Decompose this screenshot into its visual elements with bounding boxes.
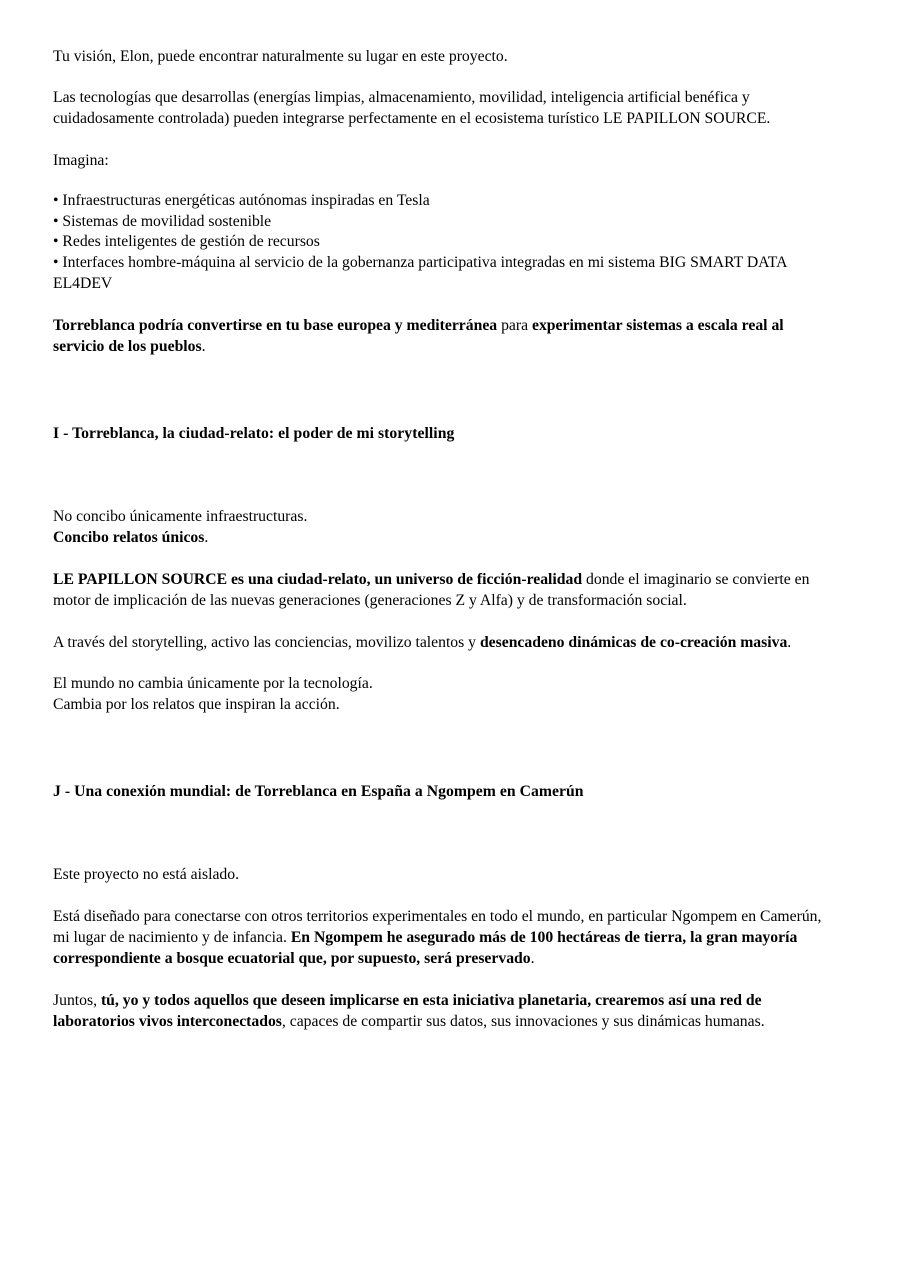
paragraph-storytelling: [53, 633, 825, 654]
bold-run: desencadeno dinámicas de co-creación masiva: [479, 633, 788, 651]
paragraph-no-concibo: [53, 507, 825, 549]
paragraph-disenado: [53, 907, 825, 970]
regular-run: donde el imaginario se convierte en motor de implicación de las nuevas generaciones (generaciones Z y Alfa) y de transformación social.: [53, 570, 810, 609]
paragraph-papillon: [53, 570, 825, 612]
bullet-list: [53, 191, 825, 296]
paragraph-tecnologias: Las tecnologías que desarrollas (energías limpias, almacenamiento, movilidad, inteligencia artificial benéfica y cuidadosamente controlada) pueden integrarse perfectamente en el ecosistema turístico LE PAPILLON SOURCE.: [53, 88, 771, 127]
spacer: [53, 970, 825, 991]
line-text: Cambia por los relatos que inspiran la acción.: [53, 696, 340, 714]
list-item: • Redes inteligentes de gestión de recursos: [53, 233, 320, 251]
spacer: [53, 358, 825, 424]
bold-run: Concibo relatos únicos: [53, 528, 205, 546]
list-item: • Infraestructuras energéticas autónomas inspiradas en Tesla: [53, 191, 430, 209]
spacer: [53, 886, 825, 907]
line-text: El mundo no cambia únicamente por la tecnología.: [53, 675, 373, 693]
spacer: [53, 653, 825, 674]
spacer: [53, 803, 825, 865]
paragraph-imagina: Imagina:: [53, 151, 109, 169]
period: .: [787, 633, 792, 651]
document-body: [53, 47, 825, 1033]
spacer: [53, 172, 825, 191]
section-heading-i: I - Torreblanca, la ciudad-relato: el poder de mi storytelling: [53, 424, 455, 442]
spacer: [53, 445, 825, 507]
bold-run: tú, yo y todos aquellos que deseen implicarse en esta iniciativa planetaria, crearemos así una red de laboratorios vivos interconectados: [53, 991, 762, 1030]
paragraph-torreblanca-base: [53, 316, 825, 358]
regular-run: Está diseñado para conectarse con otros territorios experimentales en todo el mundo, en particular Ngompem en Camerún, mi lugar de nacimiento y de infancia.: [53, 908, 822, 946]
bold-run: experimentar sistemas a escala real al servicio de los pueblos: [53, 317, 784, 356]
list-item: • Interfaces hombre-máquina al servicio de la gobernanza participativa integradas en mi sistema BIG SMART DATA EL4DEV: [53, 254, 787, 293]
regular-run: para: [497, 317, 532, 335]
line-text: No concibo únicamente infraestructuras.: [53, 507, 308, 525]
section-heading-j: J - Una conexión mundial: de Torreblanca en España a Ngompem en Camerún: [53, 783, 584, 801]
spacer: [53, 68, 825, 88]
bold-run: En Ngompem he asegurado más de 100 hectáreas de tierra, la gran mayoría correspondiente a bosque ecuatorial que, por supuesto, será preservado: [53, 928, 798, 967]
paragraph-aislado: Este proyecto no está aislado.: [53, 866, 240, 884]
list-item: • Sistemas de movilidad sostenible: [53, 212, 272, 230]
paragraph-juntos: [53, 991, 825, 1033]
spacer: [53, 549, 825, 570]
spacer: [53, 295, 825, 316]
regular-run: Juntos,: [53, 991, 101, 1009]
paragraph-intro: Tu visión, Elon, puede encontrar naturalmente su lugar en este proyecto.: [53, 48, 508, 65]
spacer: [53, 612, 825, 633]
spacer: [53, 130, 825, 151]
bold-run: Torreblanca podría convertirse en tu base europea y mediterránea: [53, 317, 498, 335]
spacer: [53, 716, 825, 782]
period: .: [204, 528, 209, 546]
paragraph-mundo: [53, 674, 825, 716]
bold-run: LE PAPILLON SOURCE es una ciudad-relato, un universo de ficción-realidad: [53, 570, 583, 588]
period: .: [201, 338, 206, 356]
regular-run: A través del storytelling, activo las conciencias, movilizo talentos y: [53, 633, 480, 651]
regular-run: , capaces de compartir sus datos, sus innovaciones y sus dinámicas humanas.: [281, 1012, 765, 1030]
period: .: [530, 949, 535, 967]
